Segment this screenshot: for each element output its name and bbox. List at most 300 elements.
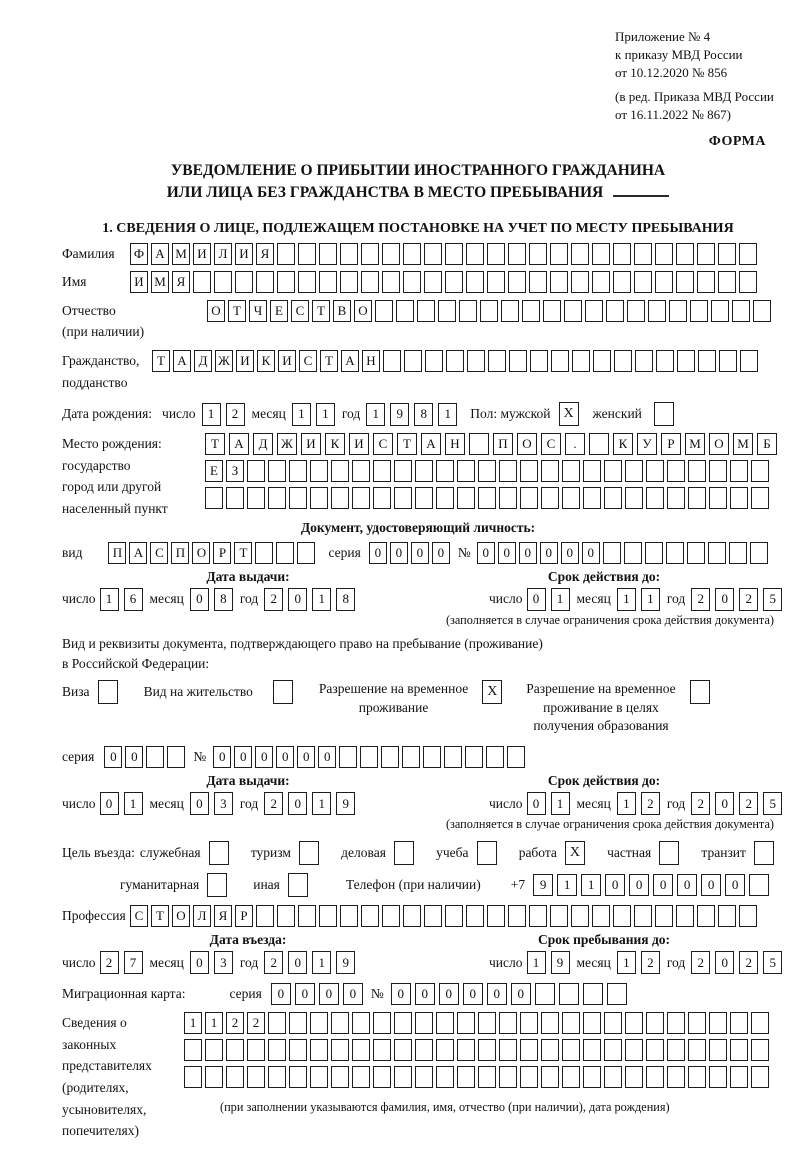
char-cell[interactable] bbox=[466, 243, 484, 265]
char-cell[interactable] bbox=[656, 350, 674, 372]
char-cell[interactable] bbox=[604, 1039, 622, 1061]
business-checkbox[interactable] bbox=[394, 841, 414, 865]
char-cell[interactable]: 1 bbox=[124, 792, 143, 815]
char-cell[interactable] bbox=[394, 1012, 412, 1034]
char-cell[interactable] bbox=[499, 487, 517, 509]
char-cell[interactable]: 0 bbox=[343, 983, 363, 1005]
char-cell[interactable]: А bbox=[129, 542, 147, 564]
char-cell[interactable] bbox=[749, 874, 769, 896]
char-cell[interactable] bbox=[592, 243, 610, 265]
official-checkbox[interactable] bbox=[209, 841, 229, 865]
char-cell[interactable] bbox=[375, 300, 393, 322]
char-cell[interactable] bbox=[396, 300, 414, 322]
char-cell[interactable] bbox=[487, 905, 505, 927]
char-cell[interactable] bbox=[478, 1039, 496, 1061]
char-cell[interactable] bbox=[457, 487, 475, 509]
char-cell[interactable] bbox=[666, 542, 684, 564]
char-cell[interactable]: 0 bbox=[104, 746, 122, 768]
char-cell[interactable]: А bbox=[341, 350, 359, 372]
char-cell[interactable] bbox=[585, 300, 603, 322]
char-cell[interactable]: О bbox=[517, 433, 537, 455]
char-cell[interactable] bbox=[423, 746, 441, 768]
char-cell[interactable]: О bbox=[207, 300, 225, 322]
char-cell[interactable]: 0 bbox=[390, 542, 408, 564]
char-cell[interactable] bbox=[466, 271, 484, 293]
char-cell[interactable]: . bbox=[565, 433, 585, 455]
char-cell[interactable] bbox=[667, 1039, 685, 1061]
char-cell[interactable] bbox=[404, 350, 422, 372]
char-cell[interactable]: 7 bbox=[124, 951, 143, 974]
char-cell[interactable]: 9 bbox=[336, 792, 355, 815]
char-cell[interactable] bbox=[499, 460, 517, 482]
char-cell[interactable] bbox=[226, 487, 244, 509]
char-cell[interactable]: С bbox=[130, 905, 148, 927]
char-cell[interactable]: П bbox=[171, 542, 189, 564]
char-cell[interactable] bbox=[268, 1066, 286, 1088]
char-cell[interactable] bbox=[688, 1012, 706, 1034]
char-cell[interactable] bbox=[415, 1039, 433, 1061]
char-cell[interactable] bbox=[522, 300, 540, 322]
char-cell[interactable] bbox=[625, 487, 643, 509]
char-cell[interactable]: И bbox=[193, 243, 211, 265]
char-cell[interactable]: К bbox=[613, 433, 633, 455]
residence-permit-checkbox[interactable] bbox=[273, 680, 293, 704]
char-cell[interactable] bbox=[507, 746, 525, 768]
char-cell[interactable] bbox=[634, 905, 652, 927]
char-cell[interactable] bbox=[205, 1066, 223, 1088]
char-cell[interactable] bbox=[677, 350, 695, 372]
char-cell[interactable]: 0 bbox=[519, 542, 537, 564]
char-cell[interactable]: 8 bbox=[414, 403, 433, 426]
char-cell[interactable] bbox=[465, 746, 483, 768]
char-cell[interactable] bbox=[541, 1012, 559, 1034]
char-cell[interactable] bbox=[607, 983, 627, 1005]
char-cell[interactable] bbox=[339, 746, 357, 768]
char-cell[interactable] bbox=[403, 243, 421, 265]
char-cell[interactable] bbox=[550, 905, 568, 927]
char-cell[interactable] bbox=[593, 350, 611, 372]
char-cell[interactable]: 2 bbox=[264, 951, 283, 974]
char-cell[interactable] bbox=[276, 542, 294, 564]
private-checkbox[interactable] bbox=[659, 841, 679, 865]
char-cell[interactable]: Ж bbox=[215, 350, 233, 372]
char-cell[interactable]: 1 bbox=[551, 792, 570, 815]
char-cell[interactable] bbox=[381, 746, 399, 768]
char-cell[interactable]: 1 bbox=[641, 588, 660, 611]
char-cell[interactable] bbox=[730, 1039, 748, 1061]
char-cell[interactable] bbox=[718, 905, 736, 927]
char-cell[interactable] bbox=[417, 300, 435, 322]
char-cell[interactable] bbox=[751, 1012, 769, 1034]
humanitarian-checkbox[interactable] bbox=[207, 873, 227, 897]
char-cell[interactable] bbox=[667, 1012, 685, 1034]
char-cell[interactable] bbox=[310, 1066, 328, 1088]
char-cell[interactable]: О bbox=[192, 542, 210, 564]
char-cell[interactable] bbox=[709, 487, 727, 509]
char-cell[interactable] bbox=[205, 487, 223, 509]
char-cell[interactable]: Ф bbox=[130, 243, 148, 265]
char-cell[interactable] bbox=[255, 542, 273, 564]
char-cell[interactable]: Я bbox=[256, 243, 274, 265]
char-cell[interactable] bbox=[646, 1039, 664, 1061]
char-cell[interactable] bbox=[613, 905, 631, 927]
char-cell[interactable] bbox=[436, 1066, 454, 1088]
sex-female-checkbox[interactable] bbox=[654, 402, 674, 426]
char-cell[interactable] bbox=[690, 300, 708, 322]
char-cell[interactable]: 2 bbox=[226, 403, 245, 426]
char-cell[interactable] bbox=[604, 1066, 622, 1088]
char-cell[interactable]: С bbox=[299, 350, 317, 372]
char-cell[interactable] bbox=[571, 271, 589, 293]
char-cell[interactable] bbox=[340, 271, 358, 293]
char-cell[interactable] bbox=[486, 746, 504, 768]
char-cell[interactable]: 0 bbox=[297, 746, 315, 768]
char-cell[interactable] bbox=[373, 487, 391, 509]
char-cell[interactable] bbox=[687, 542, 705, 564]
char-cell[interactable] bbox=[508, 905, 526, 927]
char-cell[interactable] bbox=[667, 487, 685, 509]
char-cell[interactable] bbox=[488, 350, 506, 372]
char-cell[interactable]: 6 bbox=[124, 588, 143, 611]
char-cell[interactable]: 1 bbox=[184, 1012, 202, 1034]
char-cell[interactable] bbox=[709, 460, 727, 482]
char-cell[interactable]: 1 bbox=[316, 403, 335, 426]
char-cell[interactable]: А bbox=[421, 433, 441, 455]
char-cell[interactable] bbox=[415, 487, 433, 509]
char-cell[interactable] bbox=[235, 271, 253, 293]
char-cell[interactable]: М bbox=[685, 433, 705, 455]
char-cell[interactable]: Е bbox=[270, 300, 288, 322]
char-cell[interactable]: Р bbox=[213, 542, 231, 564]
char-cell[interactable] bbox=[310, 460, 328, 482]
char-cell[interactable] bbox=[614, 350, 632, 372]
char-cell[interactable] bbox=[550, 271, 568, 293]
char-cell[interactable]: 2 bbox=[691, 588, 710, 611]
char-cell[interactable] bbox=[730, 1012, 748, 1034]
char-cell[interactable] bbox=[613, 243, 631, 265]
char-cell[interactable] bbox=[718, 271, 736, 293]
char-cell[interactable] bbox=[751, 1039, 769, 1061]
char-cell[interactable]: 5 bbox=[763, 588, 782, 611]
char-cell[interactable] bbox=[438, 300, 456, 322]
char-cell[interactable] bbox=[634, 271, 652, 293]
char-cell[interactable]: 0 bbox=[432, 542, 450, 564]
char-cell[interactable] bbox=[478, 460, 496, 482]
char-cell[interactable] bbox=[424, 243, 442, 265]
char-cell[interactable] bbox=[352, 487, 370, 509]
char-cell[interactable] bbox=[676, 905, 694, 927]
char-cell[interactable] bbox=[289, 1039, 307, 1061]
char-cell[interactable] bbox=[424, 905, 442, 927]
char-cell[interactable] bbox=[361, 905, 379, 927]
tourism-checkbox[interactable] bbox=[299, 841, 319, 865]
char-cell[interactable] bbox=[352, 1012, 370, 1034]
char-cell[interactable]: 0 bbox=[653, 874, 673, 896]
char-cell[interactable]: С bbox=[373, 433, 393, 455]
char-cell[interactable] bbox=[268, 460, 286, 482]
char-cell[interactable] bbox=[669, 300, 687, 322]
char-cell[interactable] bbox=[583, 487, 601, 509]
char-cell[interactable] bbox=[562, 487, 580, 509]
char-cell[interactable]: 0 bbox=[582, 542, 600, 564]
char-cell[interactable] bbox=[604, 1012, 622, 1034]
char-cell[interactable]: 0 bbox=[715, 588, 734, 611]
char-cell[interactable]: 0 bbox=[391, 983, 411, 1005]
char-cell[interactable]: 0 bbox=[288, 792, 307, 815]
char-cell[interactable]: 0 bbox=[463, 983, 483, 1005]
char-cell[interactable] bbox=[319, 905, 337, 927]
char-cell[interactable] bbox=[298, 243, 316, 265]
char-cell[interactable] bbox=[698, 350, 716, 372]
char-cell[interactable] bbox=[298, 905, 316, 927]
char-cell[interactable] bbox=[635, 350, 653, 372]
char-cell[interactable] bbox=[487, 271, 505, 293]
char-cell[interactable] bbox=[613, 271, 631, 293]
char-cell[interactable] bbox=[394, 487, 412, 509]
char-cell[interactable] bbox=[480, 300, 498, 322]
char-cell[interactable] bbox=[184, 1039, 202, 1061]
char-cell[interactable] bbox=[646, 1012, 664, 1034]
char-cell[interactable] bbox=[415, 1012, 433, 1034]
char-cell[interactable] bbox=[319, 243, 337, 265]
char-cell[interactable]: 2 bbox=[691, 792, 710, 815]
char-cell[interactable]: 9 bbox=[336, 951, 355, 974]
char-cell[interactable]: 0 bbox=[319, 983, 339, 1005]
char-cell[interactable] bbox=[751, 487, 769, 509]
char-cell[interactable]: 0 bbox=[477, 542, 495, 564]
char-cell[interactable]: А bbox=[151, 243, 169, 265]
char-cell[interactable]: 2 bbox=[739, 951, 758, 974]
char-cell[interactable]: 8 bbox=[336, 588, 355, 611]
char-cell[interactable]: У bbox=[637, 433, 657, 455]
char-cell[interactable] bbox=[501, 300, 519, 322]
char-cell[interactable] bbox=[750, 542, 768, 564]
char-cell[interactable] bbox=[583, 983, 603, 1005]
char-cell[interactable] bbox=[298, 271, 316, 293]
char-cell[interactable]: 0 bbox=[487, 983, 507, 1005]
char-cell[interactable]: 1 bbox=[202, 403, 221, 426]
char-cell[interactable] bbox=[373, 1039, 391, 1061]
work-checkbox[interactable]: X bbox=[565, 841, 585, 865]
char-cell[interactable] bbox=[466, 905, 484, 927]
char-cell[interactable] bbox=[655, 271, 673, 293]
char-cell[interactable]: 2 bbox=[264, 792, 283, 815]
char-cell[interactable] bbox=[535, 983, 555, 1005]
char-cell[interactable] bbox=[508, 243, 526, 265]
char-cell[interactable] bbox=[719, 350, 737, 372]
char-cell[interactable]: 0 bbox=[715, 792, 734, 815]
char-cell[interactable]: 0 bbox=[527, 792, 546, 815]
char-cell[interactable] bbox=[751, 1066, 769, 1088]
char-cell[interactable] bbox=[319, 271, 337, 293]
char-cell[interactable]: 2 bbox=[739, 792, 758, 815]
char-cell[interactable] bbox=[331, 487, 349, 509]
char-cell[interactable]: 1 bbox=[551, 588, 570, 611]
char-cell[interactable] bbox=[289, 487, 307, 509]
char-cell[interactable]: 0 bbox=[540, 542, 558, 564]
char-cell[interactable] bbox=[520, 1012, 538, 1034]
char-cell[interactable]: С bbox=[150, 542, 168, 564]
char-cell[interactable]: 0 bbox=[561, 542, 579, 564]
char-cell[interactable] bbox=[583, 1012, 601, 1034]
char-cell[interactable]: 0 bbox=[213, 746, 231, 768]
char-cell[interactable]: И bbox=[301, 433, 321, 455]
char-cell[interactable] bbox=[424, 271, 442, 293]
char-cell[interactable]: И bbox=[235, 243, 253, 265]
char-cell[interactable] bbox=[697, 271, 715, 293]
char-cell[interactable]: И bbox=[349, 433, 369, 455]
char-cell[interactable]: 5 bbox=[763, 951, 782, 974]
char-cell[interactable] bbox=[520, 487, 538, 509]
char-cell[interactable] bbox=[382, 271, 400, 293]
char-cell[interactable] bbox=[394, 460, 412, 482]
char-cell[interactable] bbox=[436, 1039, 454, 1061]
char-cell[interactable] bbox=[583, 1039, 601, 1061]
char-cell[interactable] bbox=[583, 1066, 601, 1088]
char-cell[interactable] bbox=[709, 1039, 727, 1061]
char-cell[interactable]: 0 bbox=[271, 983, 291, 1005]
char-cell[interactable] bbox=[562, 1066, 580, 1088]
char-cell[interactable]: 0 bbox=[629, 874, 649, 896]
char-cell[interactable] bbox=[361, 243, 379, 265]
char-cell[interactable]: 1 bbox=[438, 403, 457, 426]
char-cell[interactable]: Д bbox=[194, 350, 212, 372]
char-cell[interactable] bbox=[688, 1039, 706, 1061]
char-cell[interactable]: 2 bbox=[226, 1012, 244, 1034]
char-cell[interactable]: Т bbox=[228, 300, 246, 322]
char-cell[interactable] bbox=[676, 271, 694, 293]
char-cell[interactable]: 0 bbox=[190, 588, 209, 611]
char-cell[interactable]: Т bbox=[205, 433, 225, 455]
char-cell[interactable]: Л bbox=[193, 905, 211, 927]
char-cell[interactable]: 0 bbox=[295, 983, 315, 1005]
char-cell[interactable] bbox=[732, 300, 750, 322]
char-cell[interactable] bbox=[373, 1066, 391, 1088]
char-cell[interactable] bbox=[708, 542, 726, 564]
char-cell[interactable] bbox=[268, 1039, 286, 1061]
char-cell[interactable] bbox=[697, 243, 715, 265]
char-cell[interactable] bbox=[193, 271, 211, 293]
char-cell[interactable]: 0 bbox=[288, 951, 307, 974]
char-cell[interactable]: 8 bbox=[214, 588, 233, 611]
char-cell[interactable] bbox=[730, 487, 748, 509]
char-cell[interactable]: З bbox=[226, 460, 244, 482]
char-cell[interactable] bbox=[382, 243, 400, 265]
char-cell[interactable]: 0 bbox=[527, 588, 546, 611]
char-cell[interactable]: И bbox=[278, 350, 296, 372]
char-cell[interactable] bbox=[541, 1039, 559, 1061]
char-cell[interactable] bbox=[167, 746, 185, 768]
char-cell[interactable]: Р bbox=[661, 433, 681, 455]
char-cell[interactable] bbox=[589, 433, 609, 455]
char-cell[interactable] bbox=[436, 460, 454, 482]
char-cell[interactable] bbox=[247, 1066, 265, 1088]
char-cell[interactable]: Н bbox=[445, 433, 465, 455]
char-cell[interactable] bbox=[478, 487, 496, 509]
char-cell[interactable] bbox=[247, 1039, 265, 1061]
char-cell[interactable] bbox=[562, 460, 580, 482]
char-cell[interactable]: Л bbox=[214, 243, 232, 265]
char-cell[interactable] bbox=[268, 487, 286, 509]
sex-male-checkbox[interactable]: X bbox=[559, 402, 579, 426]
char-cell[interactable] bbox=[469, 433, 489, 455]
char-cell[interactable] bbox=[415, 1066, 433, 1088]
char-cell[interactable]: 2 bbox=[641, 792, 660, 815]
char-cell[interactable]: 0 bbox=[318, 746, 336, 768]
char-cell[interactable]: Н bbox=[362, 350, 380, 372]
char-cell[interactable] bbox=[403, 905, 421, 927]
char-cell[interactable] bbox=[256, 905, 274, 927]
char-cell[interactable] bbox=[688, 460, 706, 482]
char-cell[interactable] bbox=[688, 1066, 706, 1088]
char-cell[interactable] bbox=[625, 1039, 643, 1061]
char-cell[interactable] bbox=[711, 300, 729, 322]
char-cell[interactable]: Т bbox=[234, 542, 252, 564]
char-cell[interactable] bbox=[520, 1066, 538, 1088]
char-cell[interactable] bbox=[268, 1012, 286, 1034]
char-cell[interactable] bbox=[646, 487, 664, 509]
char-cell[interactable]: 0 bbox=[701, 874, 721, 896]
char-cell[interactable] bbox=[645, 542, 663, 564]
char-cell[interactable] bbox=[571, 243, 589, 265]
visa-checkbox[interactable] bbox=[98, 680, 118, 704]
char-cell[interactable]: 1 bbox=[581, 874, 601, 896]
char-cell[interactable] bbox=[729, 542, 747, 564]
char-cell[interactable] bbox=[373, 460, 391, 482]
char-cell[interactable]: Я bbox=[172, 271, 190, 293]
temp-edu-checkbox[interactable] bbox=[690, 680, 710, 704]
char-cell[interactable]: 2 bbox=[691, 951, 710, 974]
char-cell[interactable] bbox=[667, 1066, 685, 1088]
char-cell[interactable] bbox=[277, 271, 295, 293]
char-cell[interactable]: О bbox=[354, 300, 372, 322]
char-cell[interactable] bbox=[730, 460, 748, 482]
char-cell[interactable]: 0 bbox=[511, 983, 531, 1005]
char-cell[interactable]: Т bbox=[152, 350, 170, 372]
char-cell[interactable]: 3 bbox=[214, 792, 233, 815]
char-cell[interactable]: Ч bbox=[249, 300, 267, 322]
char-cell[interactable]: Т bbox=[397, 433, 417, 455]
char-cell[interactable] bbox=[499, 1039, 517, 1061]
char-cell[interactable]: И bbox=[130, 271, 148, 293]
char-cell[interactable] bbox=[146, 746, 164, 768]
char-cell[interactable] bbox=[541, 487, 559, 509]
char-cell[interactable]: П bbox=[108, 542, 126, 564]
char-cell[interactable] bbox=[277, 243, 295, 265]
char-cell[interactable]: М bbox=[733, 433, 753, 455]
char-cell[interactable]: 3 bbox=[214, 951, 233, 974]
char-cell[interactable]: 0 bbox=[605, 874, 625, 896]
char-cell[interactable] bbox=[226, 1039, 244, 1061]
char-cell[interactable] bbox=[436, 1012, 454, 1034]
char-cell[interactable]: 2 bbox=[641, 951, 660, 974]
char-cell[interactable] bbox=[499, 1012, 517, 1034]
char-cell[interactable]: 1 bbox=[312, 792, 331, 815]
temp-permit-checkbox[interactable]: X bbox=[482, 680, 502, 704]
char-cell[interactable] bbox=[457, 1066, 475, 1088]
char-cell[interactable] bbox=[509, 350, 527, 372]
char-cell[interactable] bbox=[457, 460, 475, 482]
char-cell[interactable] bbox=[541, 1066, 559, 1088]
char-cell[interactable]: 0 bbox=[439, 983, 459, 1005]
char-cell[interactable] bbox=[310, 1012, 328, 1034]
char-cell[interactable]: 0 bbox=[190, 951, 209, 974]
char-cell[interactable] bbox=[352, 1066, 370, 1088]
char-cell[interactable] bbox=[499, 1066, 517, 1088]
char-cell[interactable]: 1 bbox=[617, 951, 636, 974]
char-cell[interactable]: С bbox=[291, 300, 309, 322]
char-cell[interactable] bbox=[606, 300, 624, 322]
